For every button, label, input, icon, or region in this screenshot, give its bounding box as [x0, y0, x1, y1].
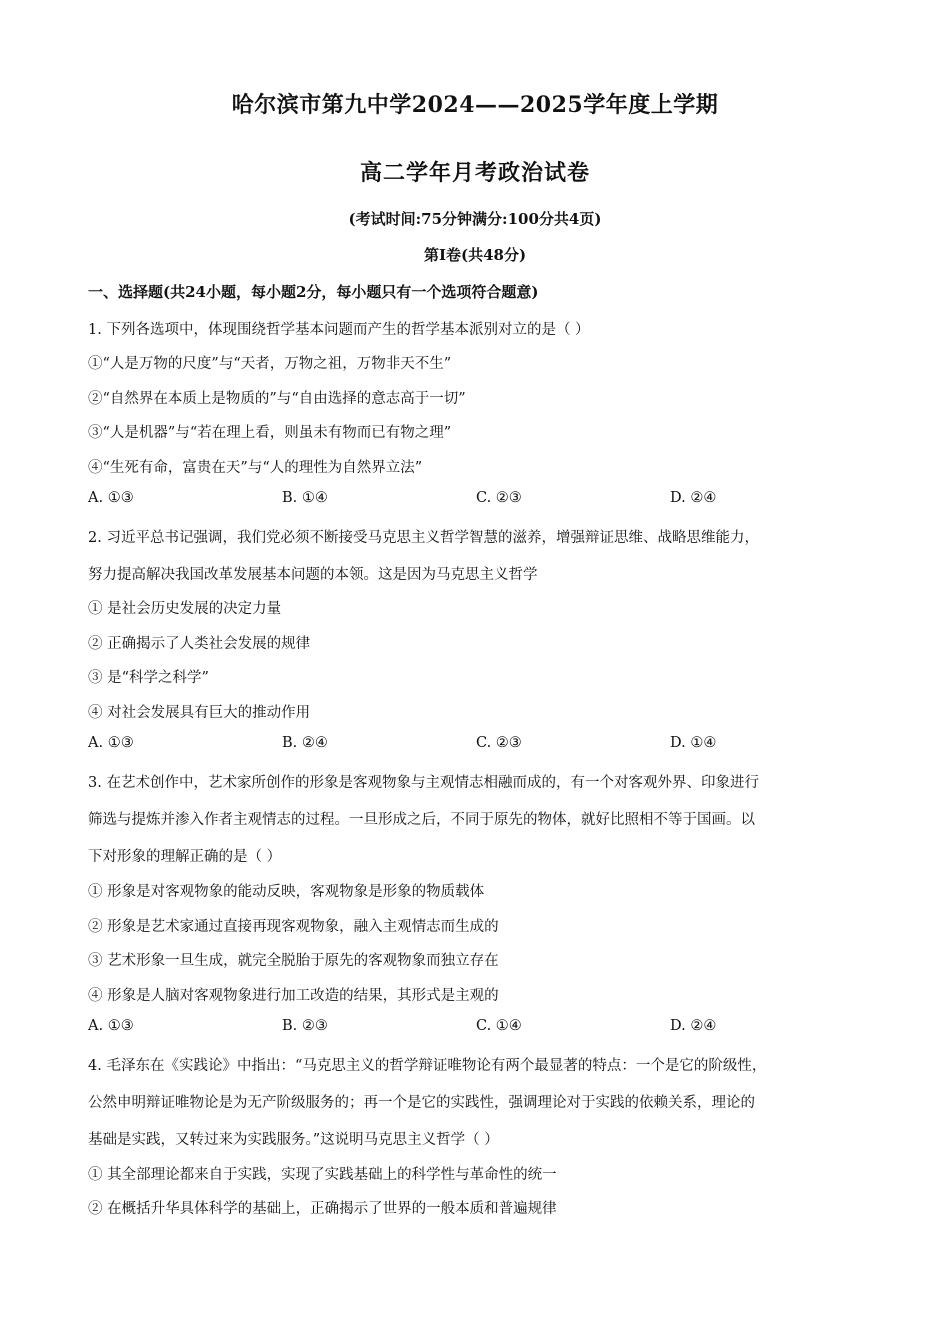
question-1-stem: 1. 下列各选项中，体现围绕哲学基本问题而产生的哲学基本派别对立的是（ ）	[88, 322, 590, 338]
question-3-statement-2: ② 形象是艺术家通过直接再现客观物象，融入主观情志而生成的	[88, 919, 499, 935]
question-3-option-b: B. ②③	[282, 1018, 328, 1034]
question-3-option-d: D. ②④	[670, 1018, 717, 1034]
question-4-stem-line-2: 公然申明辩证唯物论是为无产阶级服务的；再一个是它的实践性，强调理论对于实践的依赖关系，理论的	[88, 1095, 755, 1111]
question-2-option-a: A. ①③	[88, 735, 134, 751]
exam-title: 哈尔滨市第九中学2024——2025学年度上学期	[231, 92, 719, 118]
question-2-option-b: B. ②④	[282, 735, 328, 751]
question-4-statement-2: ② 在概括升华具体科学的基础上，正确揭示了世界的一般本质和普遍规律	[88, 1201, 557, 1217]
question-4-stem-line-1: 4. 毛泽东在《实践论》中指出：“马克思主义的哲学辩证唯物论有两个最显著的特点：一个是它的阶级性，	[88, 1058, 767, 1074]
question-3-statement-1: ① 形象是对客观物象的能动反映，客观物象是形象的物质载体	[88, 884, 485, 900]
question-2-statement-2: ② 正确揭示了人类社会发展的规律	[88, 636, 311, 652]
question-1-statement-1: ①“人是万物的尺度”与“天者，万物之祖，万物非天不生”	[88, 356, 452, 372]
question-2-statement-4: ④ 对社会发展具有巨大的推动作用	[88, 705, 311, 721]
question-2-option-d: D. ①④	[670, 735, 717, 751]
question-2-statement-3: ③ 是“科学之科学”	[88, 670, 209, 686]
question-1-statement-4: ④“生死有命，富贵在天”与“人的理性为自然界立法”	[88, 460, 423, 476]
question-4-statement-1: ① 其全部理论都来自于实践，实现了实践基础上的科学性与革命性的统一	[88, 1167, 557, 1183]
question-2-stem-line-1: 2. 习近平总书记强调，我们党必须不断接受马克思主义哲学智慧的滋养，增强辩证思维、战略思维能力，	[88, 530, 759, 546]
question-1-option-c: C. ②③	[476, 490, 522, 506]
question-3-statement-4: ④ 形象是人脑对客观物象进行加工改造的结果，其形式是主观的	[88, 988, 499, 1004]
question-3-statement-3: ③ 艺术形象一旦生成，就完全脱胎于原先的客观物象而独立存在	[88, 953, 499, 969]
question-1-statement-2: ②“自然界在本质上是物质的”与“自由选择的意志高于一切”	[88, 391, 466, 407]
question-2-stem-line-2: 努力提高解决我国改革发展基本问题的本领。这是因为马克思主义哲学	[88, 567, 538, 583]
question-1-statement-3: ③“人是机器”与“若在理上看，则虽未有物而已有物之理”	[88, 425, 452, 441]
section-heading: 一、选择题(共24小题，每小题2分，每小题只有一个选项符合题意)	[88, 283, 539, 301]
exam-info: (考试时间:75分钟满分:100分共4页)	[348, 210, 602, 228]
question-1-option-b: B. ①④	[282, 490, 328, 506]
volume-heading: 第Ⅰ卷(共48分)	[423, 246, 527, 264]
question-2-option-c: C. ②③	[476, 735, 522, 751]
question-4-stem-line-3: 基础是实践，又转过来为实践服务。”这说明马克思主义哲学（ ）	[88, 1132, 499, 1148]
question-3-stem-line-2: 筛选与提炼并渗入作者主观情志的过程。一旦形成之后，不同于原先的物体，就好比照相不等于国画。以	[88, 812, 755, 828]
question-1-option-d: D. ②④	[670, 490, 717, 506]
exam-subtitle: 高二学年月考政治试卷	[359, 160, 590, 186]
question-3-stem-line-1: 3. 在艺术创作中，艺术家所创作的形象是客观物象与主观情志相融而成的，有一个对客观外界、印象进行	[88, 775, 759, 791]
question-1-option-a: A. ①③	[88, 490, 134, 506]
question-2-statement-1: ① 是社会历史发展的决定力量	[88, 601, 282, 617]
question-3-stem-line-3: 下对形象的理解正确的是（ ）	[88, 849, 282, 865]
question-3-option-a: A. ①③	[88, 1018, 134, 1034]
question-3-option-c: C. ①④	[476, 1018, 522, 1034]
